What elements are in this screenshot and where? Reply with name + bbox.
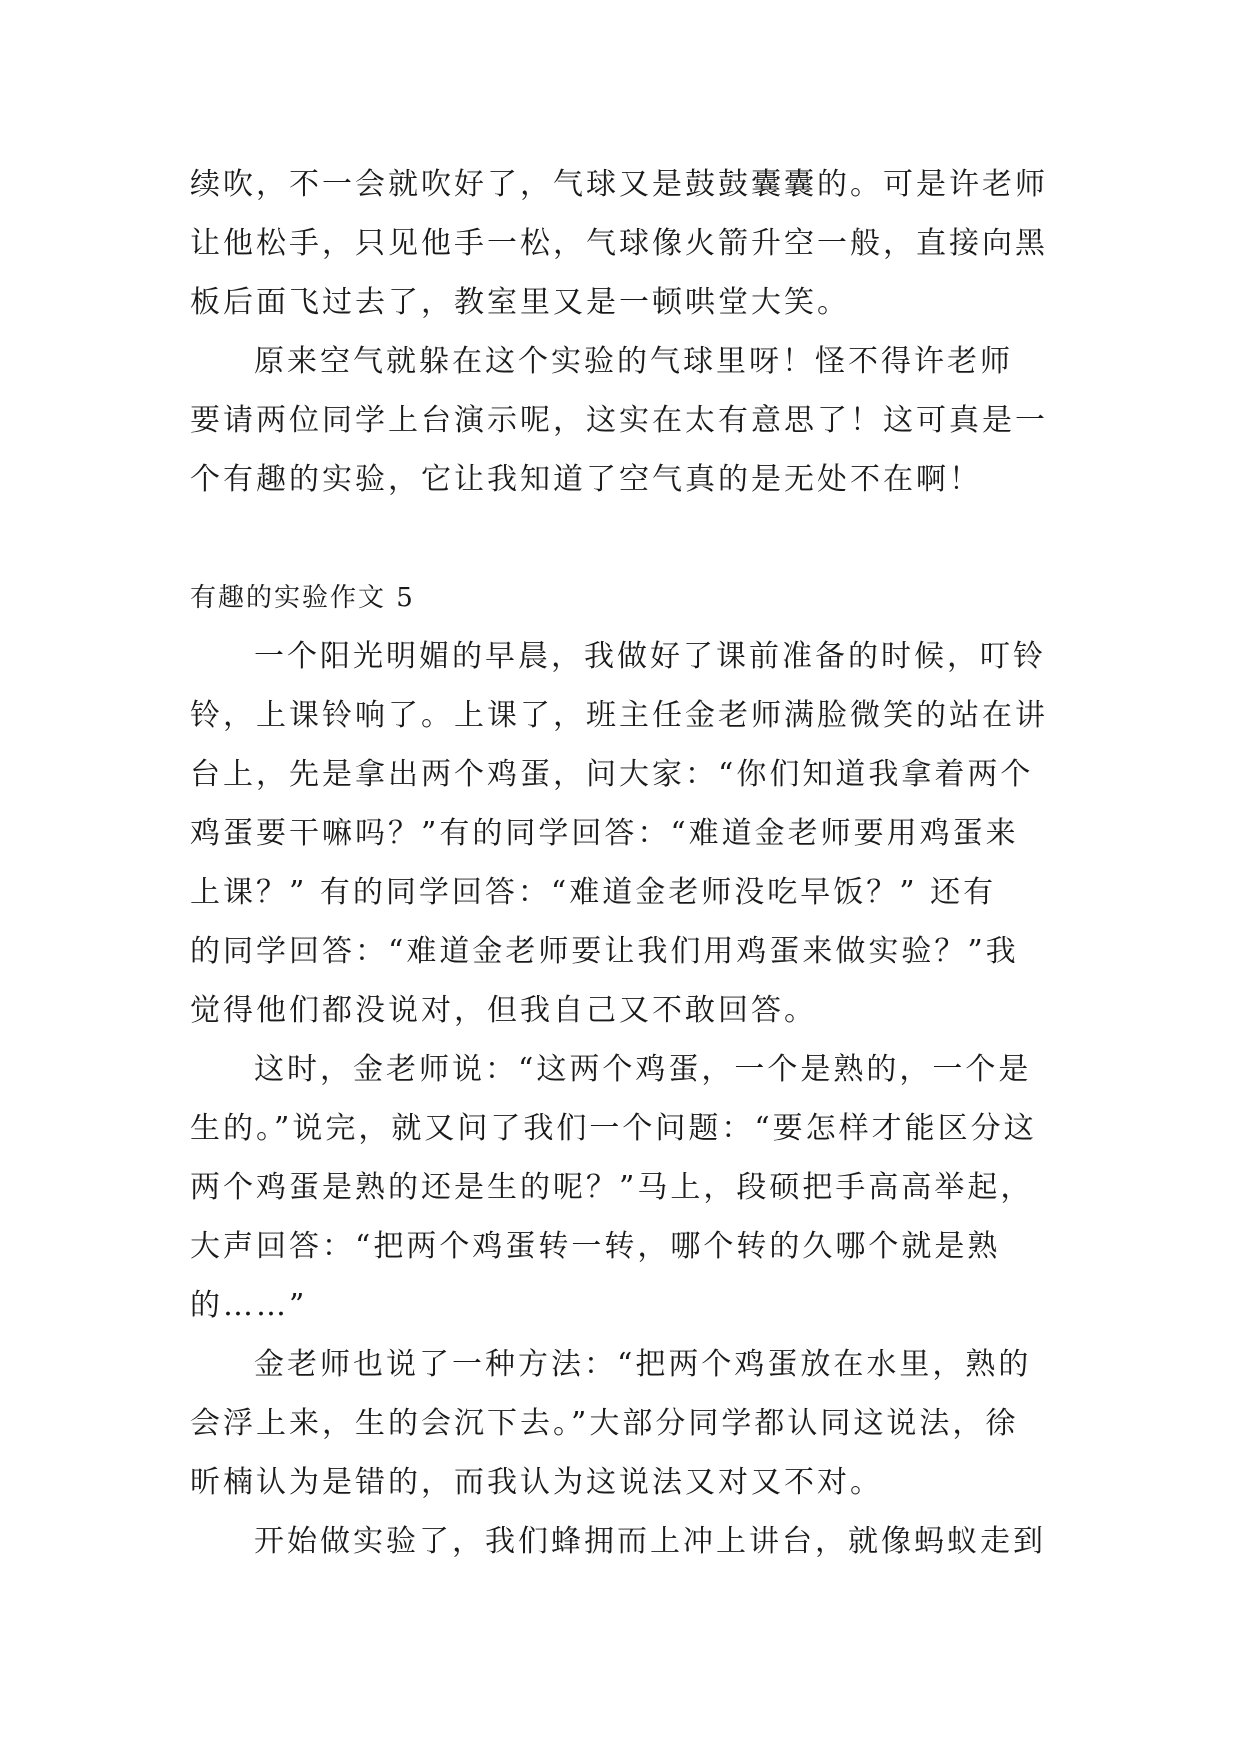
paragraph-start: 这时，金老师说：“这两个鸡蛋，一个是熟的，一个是 <box>254 1052 1032 1087</box>
text-line: 铃，上课铃响了。上课了，班主任金老师满脸微笑的站在讲 <box>190 698 1048 733</box>
paragraph-start: 开始做实验了，我们蜂拥而上冲上讲台，就像蚂蚁走到 <box>254 1524 1046 1559</box>
text-line: 台上，先是拿出两个鸡蛋，问大家：“你们知道我拿着两个 <box>190 757 1034 792</box>
text-line: 昕楠认为是错的，而我认为这说法又对又不对。 <box>190 1465 883 1500</box>
paragraph-start: 金老师也说了一种方法：“把两个鸡蛋放在水里，熟的 <box>254 1347 1032 1382</box>
text-line: 续吹，不一会就吹好了，气球又是鼓鼓囊囊的。可是许老师 <box>190 167 1048 202</box>
paragraph-start: 原来空气就躲在这个实验的气球里呀！怪不得许老师 <box>254 344 1013 379</box>
text-line: 上课？” 有的同学回答：“难道金老师没吃早饭？” 还有 <box>190 875 997 910</box>
text-line: 要请两位同学上台演示呢，这实在太有意思了！这可真是一 <box>190 403 1048 438</box>
text-line: 两个鸡蛋是熟的还是生的呢？”马上，段硕把手高高举起， <box>190 1170 1034 1205</box>
text-line: 的……” <box>190 1288 308 1323</box>
text-line: 板后面飞过去了，教室里又是一顿哄堂大笑。 <box>190 285 850 320</box>
text-line: 让他松手，只见他手一松，气球像火箭升空一般，直接向黑 <box>190 226 1048 261</box>
section-heading: 有趣的实验作文 5 <box>190 583 415 613</box>
paragraph-start: 一个阳光明媚的早晨，我做好了课前准备的时候，叮铃 <box>254 639 1046 674</box>
text-line: 会浮上来，生的会沉下去。”大部分同学都认同这说法，徐 <box>190 1406 1019 1441</box>
text-line: 鸡蛋要干嘛吗？”有的同学回答：“难道金老师要用鸡蛋来 <box>190 816 1019 851</box>
text-line: 的同学回答：“难道金老师要让我们用鸡蛋来做实验？”我 <box>190 934 1019 969</box>
text-line: 觉得他们都没说对，但我自己又不敢回答。 <box>190 993 817 1028</box>
text-line: 个有趣的实验，它让我知道了空气真的是无处不在啊！ <box>190 462 982 497</box>
text-line: 大声回答：“把两个鸡蛋转一转，哪个转的久哪个就是熟 <box>190 1229 1001 1264</box>
text-line: 生的。”说完，就又问了我们一个问题：“要怎样才能区分这 <box>190 1111 1037 1146</box>
